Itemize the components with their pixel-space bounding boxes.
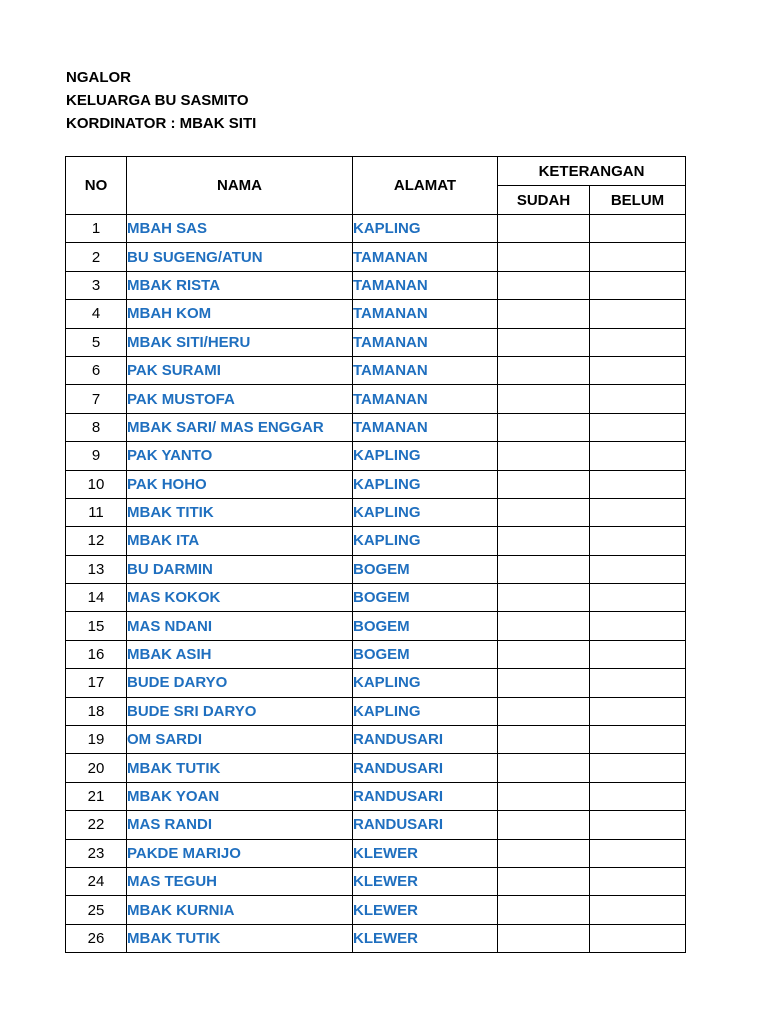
- row-belum-cell[interactable]: [590, 328, 686, 356]
- table-row: [66, 470, 686, 498]
- region-title: NGALOR: [66, 69, 131, 86]
- row-sudah-cell[interactable]: [498, 555, 590, 583]
- row-alamat: BOGEM: [353, 640, 498, 668]
- row-sudah-cell[interactable]: [498, 896, 590, 924]
- row-number: 1: [66, 215, 127, 243]
- row-sudah-cell[interactable]: [498, 356, 590, 384]
- row-belum-cell[interactable]: [590, 612, 686, 640]
- row-number: 10: [66, 470, 127, 498]
- column-header-sudah: SUDAH: [498, 186, 590, 215]
- row-sudah-cell[interactable]: [498, 470, 590, 498]
- row-nama: PAK HOHO: [127, 470, 353, 498]
- row-alamat: KAPLING: [353, 669, 498, 697]
- row-alamat: KAPLING: [353, 697, 498, 725]
- row-belum-cell[interactable]: [590, 896, 686, 924]
- row-alamat: KAPLING: [353, 470, 498, 498]
- row-sudah-cell[interactable]: [498, 782, 590, 810]
- row-alamat: TAMANAN: [353, 385, 498, 413]
- row-nama: MBAH SAS: [127, 215, 353, 243]
- row-nama: BUDE SRI DARYO: [127, 697, 353, 725]
- row-nama: PAK MUSTOFA: [127, 385, 353, 413]
- row-number: 24: [66, 867, 127, 895]
- table-row: [66, 527, 686, 555]
- row-number: 5: [66, 328, 127, 356]
- row-number: 17: [66, 669, 127, 697]
- row-belum-cell[interactable]: [590, 584, 686, 612]
- row-sudah-cell[interactable]: [498, 924, 590, 952]
- row-nama: MAS TEGUH: [127, 867, 353, 895]
- row-alamat: TAMANAN: [353, 413, 498, 441]
- table-row: [66, 243, 686, 271]
- row-sudah-cell[interactable]: [498, 385, 590, 413]
- table-row: [66, 726, 686, 754]
- family-title: KELUARGA BU SASMITO: [66, 92, 249, 109]
- row-belum-cell[interactable]: [590, 640, 686, 668]
- row-belum-cell[interactable]: [590, 811, 686, 839]
- row-belum-cell[interactable]: [590, 385, 686, 413]
- table-row: [66, 555, 686, 583]
- table-row: [66, 867, 686, 895]
- row-belum-cell[interactable]: [590, 243, 686, 271]
- row-number: 21: [66, 782, 127, 810]
- row-alamat: KAPLING: [353, 442, 498, 470]
- table-row: [66, 271, 686, 299]
- row-sudah-cell[interactable]: [498, 243, 590, 271]
- row-sudah-cell[interactable]: [498, 669, 590, 697]
- table-row: [66, 328, 686, 356]
- row-nama: MBAK ASIH: [127, 640, 353, 668]
- table-row: [66, 215, 686, 243]
- column-header-nama: NAMA: [127, 157, 353, 215]
- row-belum-cell[interactable]: [590, 697, 686, 725]
- row-belum-cell[interactable]: [590, 782, 686, 810]
- row-belum-cell[interactable]: [590, 669, 686, 697]
- table-row: [66, 754, 686, 782]
- row-alamat: KAPLING: [353, 215, 498, 243]
- row-alamat: TAMANAN: [353, 328, 498, 356]
- table-row: [66, 697, 686, 725]
- row-alamat: TAMANAN: [353, 356, 498, 384]
- row-alamat: RANDUSARI: [353, 782, 498, 810]
- row-number: 7: [66, 385, 127, 413]
- row-alamat: RANDUSARI: [353, 754, 498, 782]
- row-sudah-cell[interactable]: [498, 271, 590, 299]
- row-alamat: TAMANAN: [353, 243, 498, 271]
- row-belum-cell[interactable]: [590, 413, 686, 441]
- row-belum-cell[interactable]: [590, 356, 686, 384]
- table-row: [66, 669, 686, 697]
- row-nama: MBAK TUTIK: [127, 924, 353, 952]
- row-belum-cell[interactable]: [590, 924, 686, 952]
- row-nama: BUDE DARYO: [127, 669, 353, 697]
- table-row: [66, 385, 686, 413]
- row-number: 19: [66, 726, 127, 754]
- row-sudah-cell[interactable]: [498, 584, 590, 612]
- row-alamat: BOGEM: [353, 555, 498, 583]
- row-belum-cell[interactable]: [590, 555, 686, 583]
- table-row: [66, 640, 686, 668]
- table-header: [66, 157, 686, 215]
- row-nama: MBAK RISTA: [127, 271, 353, 299]
- row-alamat: RANDUSARI: [353, 811, 498, 839]
- row-belum-cell[interactable]: [590, 300, 686, 328]
- row-nama: MBAK TITIK: [127, 498, 353, 526]
- row-nama: MAS KOKOK: [127, 584, 353, 612]
- table-row: [66, 612, 686, 640]
- row-belum-cell[interactable]: [590, 867, 686, 895]
- row-number: 18: [66, 697, 127, 725]
- column-header-no: NO: [66, 157, 127, 215]
- row-number: 22: [66, 811, 127, 839]
- row-number: 4: [66, 300, 127, 328]
- column-header-keterangan: KETERANGAN: [498, 157, 686, 186]
- row-belum-cell[interactable]: [590, 527, 686, 555]
- row-nama: MBAK KURNIA: [127, 896, 353, 924]
- row-sudah-cell[interactable]: [498, 215, 590, 243]
- row-alamat: KLEWER: [353, 867, 498, 895]
- row-number: 16: [66, 640, 127, 668]
- row-belum-cell[interactable]: [590, 754, 686, 782]
- row-nama: PAKDE MARIJO: [127, 839, 353, 867]
- row-number: 8: [66, 413, 127, 441]
- row-sudah-cell[interactable]: [498, 640, 590, 668]
- row-nama: BU SUGENG/ATUN: [127, 243, 353, 271]
- row-sudah-cell[interactable]: [498, 867, 590, 895]
- row-number: 13: [66, 555, 127, 583]
- document-header: [66, 66, 256, 135]
- row-sudah-cell[interactable]: [498, 328, 590, 356]
- row-sudah-cell[interactable]: [498, 612, 590, 640]
- row-sudah-cell[interactable]: [498, 498, 590, 526]
- table-row: [66, 300, 686, 328]
- row-number: 11: [66, 498, 127, 526]
- row-alamat: BOGEM: [353, 584, 498, 612]
- table-row: [66, 442, 686, 470]
- row-nama: PAK YANTO: [127, 442, 353, 470]
- row-belum-cell[interactable]: [590, 470, 686, 498]
- row-nama: MBAK TUTIK: [127, 754, 353, 782]
- table-row: [66, 782, 686, 810]
- row-number: 3: [66, 271, 127, 299]
- table-body: [66, 215, 686, 953]
- row-belum-cell[interactable]: [590, 498, 686, 526]
- table-row: [66, 498, 686, 526]
- row-nama: MBAK SITI/HERU: [127, 328, 353, 356]
- row-belum-cell[interactable]: [590, 442, 686, 470]
- row-sudah-cell[interactable]: [498, 754, 590, 782]
- row-number: 2: [66, 243, 127, 271]
- row-belum-cell[interactable]: [590, 271, 686, 299]
- row-nama: OM SARDI: [127, 726, 353, 754]
- row-nama: BU DARMIN: [127, 555, 353, 583]
- row-number: 20: [66, 754, 127, 782]
- row-number: 12: [66, 527, 127, 555]
- row-sudah-cell[interactable]: [498, 413, 590, 441]
- row-number: 25: [66, 896, 127, 924]
- row-number: 14: [66, 584, 127, 612]
- row-sudah-cell[interactable]: [498, 726, 590, 754]
- table-row: [66, 356, 686, 384]
- row-sudah-cell[interactable]: [498, 300, 590, 328]
- row-alamat: KLEWER: [353, 839, 498, 867]
- row-nama: MAS RANDI: [127, 811, 353, 839]
- row-nama: MBAK YOAN: [127, 782, 353, 810]
- row-number: 23: [66, 839, 127, 867]
- row-sudah-cell[interactable]: [498, 839, 590, 867]
- row-alamat: TAMANAN: [353, 271, 498, 299]
- row-nama: MBAH KOM: [127, 300, 353, 328]
- row-nama: MAS NDANI: [127, 612, 353, 640]
- row-alamat: KLEWER: [353, 924, 498, 952]
- table-row: [66, 413, 686, 441]
- table-row: [66, 584, 686, 612]
- table-row: [66, 924, 686, 952]
- row-alamat: KAPLING: [353, 498, 498, 526]
- row-number: 26: [66, 924, 127, 952]
- row-sudah-cell[interactable]: [498, 442, 590, 470]
- row-belum-cell[interactable]: [590, 726, 686, 754]
- table-row: [66, 839, 686, 867]
- row-sudah-cell[interactable]: [498, 811, 590, 839]
- row-number: 9: [66, 442, 127, 470]
- row-alamat: TAMANAN: [353, 300, 498, 328]
- row-alamat: KAPLING: [353, 527, 498, 555]
- member-table: [65, 156, 686, 953]
- row-nama: PAK SURAMI: [127, 356, 353, 384]
- row-number: 6: [66, 356, 127, 384]
- row-sudah-cell[interactable]: [498, 697, 590, 725]
- row-alamat: BOGEM: [353, 612, 498, 640]
- table-row: [66, 896, 686, 924]
- table-row: [66, 811, 686, 839]
- row-nama: MBAK ITA: [127, 527, 353, 555]
- row-belum-cell[interactable]: [590, 215, 686, 243]
- row-nama: MBAK SARI/ MAS ENGGAR: [127, 413, 353, 441]
- row-sudah-cell[interactable]: [498, 527, 590, 555]
- coordinator-title: KORDINATOR : MBAK SITI: [66, 115, 257, 132]
- column-header-belum: BELUM: [590, 186, 686, 215]
- row-alamat: RANDUSARI: [353, 726, 498, 754]
- row-number: 15: [66, 612, 127, 640]
- column-header-alamat: ALAMAT: [353, 157, 498, 215]
- row-alamat: KLEWER: [353, 896, 498, 924]
- row-belum-cell[interactable]: [590, 839, 686, 867]
